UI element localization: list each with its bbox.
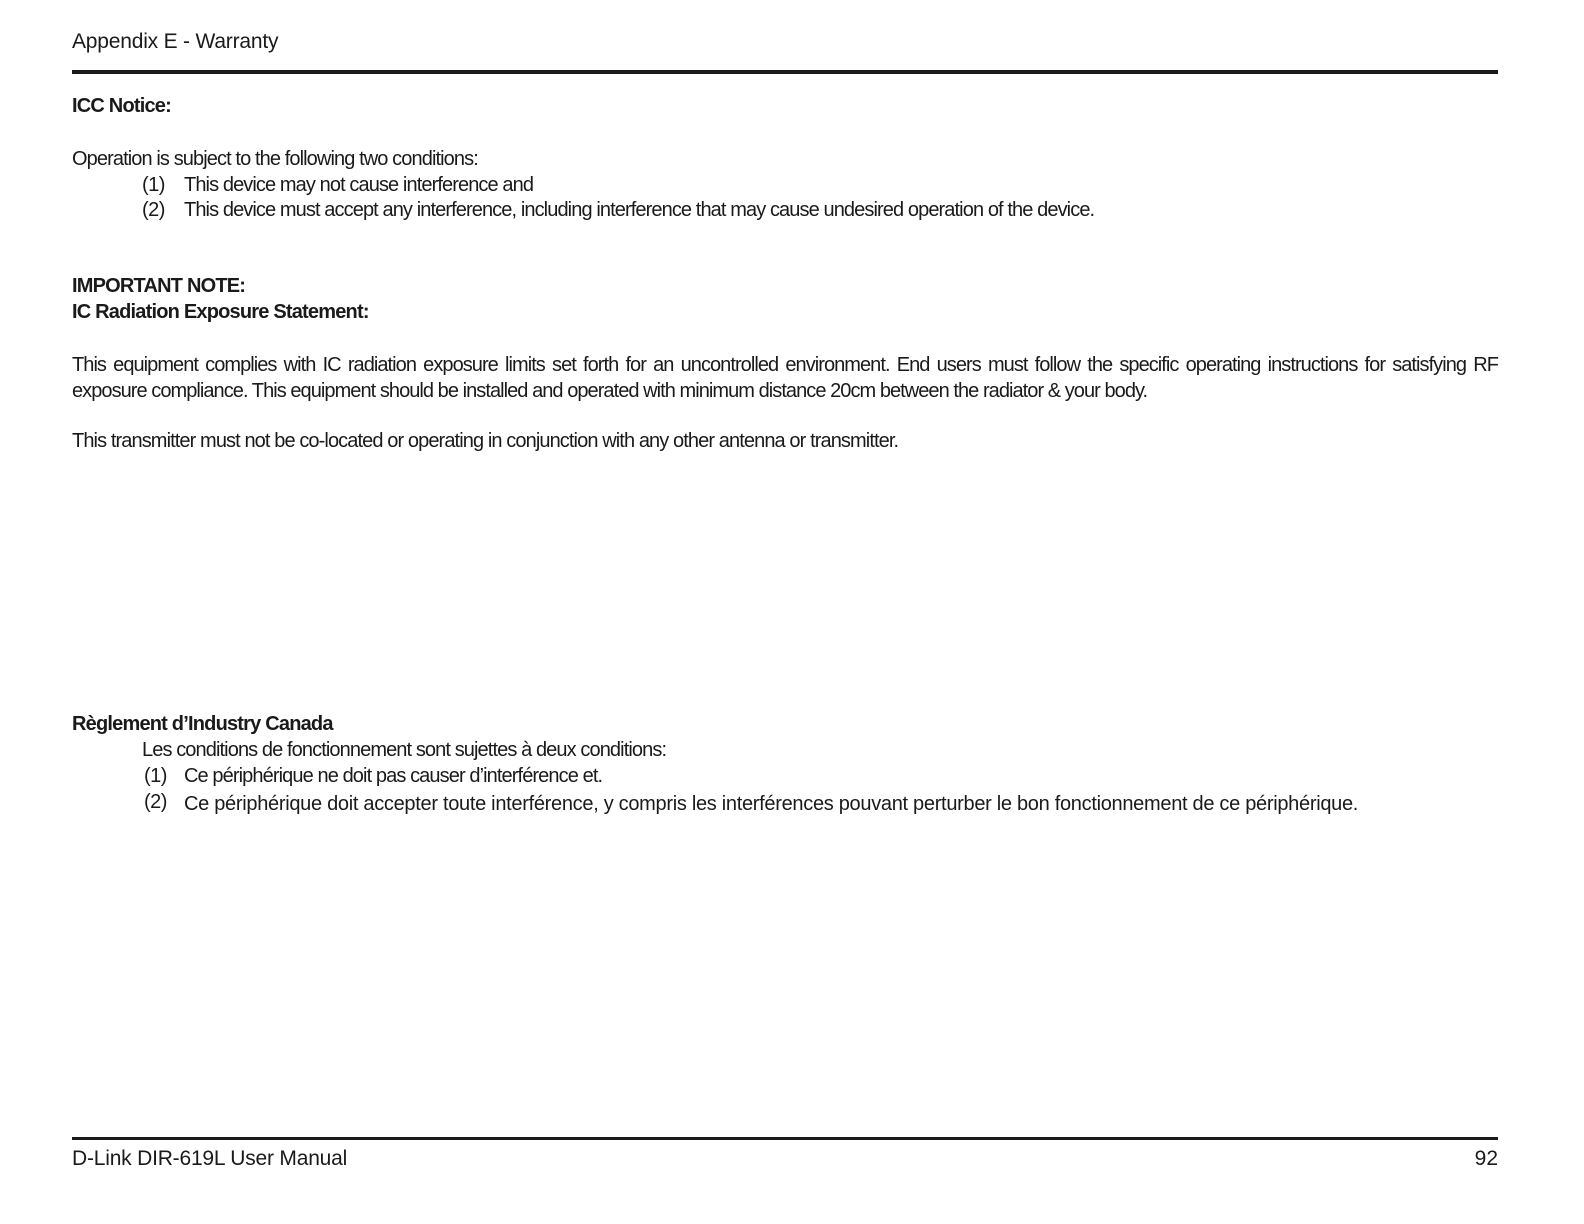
icc-condition-2-text: This device must accept any interference, including interference that may cause undesired operation of the device. [184,199,1095,221]
icc-notice-heading: ICC Notice: [72,95,171,117]
icc-intro-text: Operation is subject to the following two conditions: [72,148,478,170]
transmitter-paragraph: This transmitter must not be co-located or operating in conjunction with any other antenna or transmitter. [72,430,899,452]
canada-condition-1-text: Ce périphérique ne doit pas causer d’interférence et. [184,765,603,787]
footer-rule [72,1137,1498,1140]
manual-title: D-Link DIR-619L User Manual [72,1147,348,1170]
page-number: 92 [1474,1147,1498,1170]
ic-radiation-heading: IC Radiation Exposure Statement: [72,301,369,323]
canada-intro-text: Les conditions de fonctionnement sont sujettes à deux conditions: [142,739,667,761]
header-rule [72,70,1498,74]
running-header-title: Appendix E - Warranty [72,30,279,53]
icc-condition-2-number: (2) [142,199,165,221]
icc-condition-1-number: (1) [142,174,165,196]
important-note-heading: IMPORTANT NOTE: [72,275,246,297]
icc-condition-1-text: This device may not cause interference and [184,174,534,196]
canada-condition-1-number: (1) [144,765,167,787]
radiation-exposure-paragraph: This equipment complies with IC radiation exposure limits set forth for an uncontrolled environment. End users must follow the specific operating instructions for satisfying RF exposure compliance. This equipment should be installed and operated with minimum distance 20cm between the radiator & your body. [72,354,1498,402]
canada-regulation-heading: Règlement d’Industry Canada [72,713,333,735]
canada-condition-2-text: Ce périphérique doit accepter toute interférence, y compris les interférences pouvant perturber le bon fonctionnement de ce périphérique. [184,793,1359,815]
canada-condition-2-number: (2) [144,791,167,813]
